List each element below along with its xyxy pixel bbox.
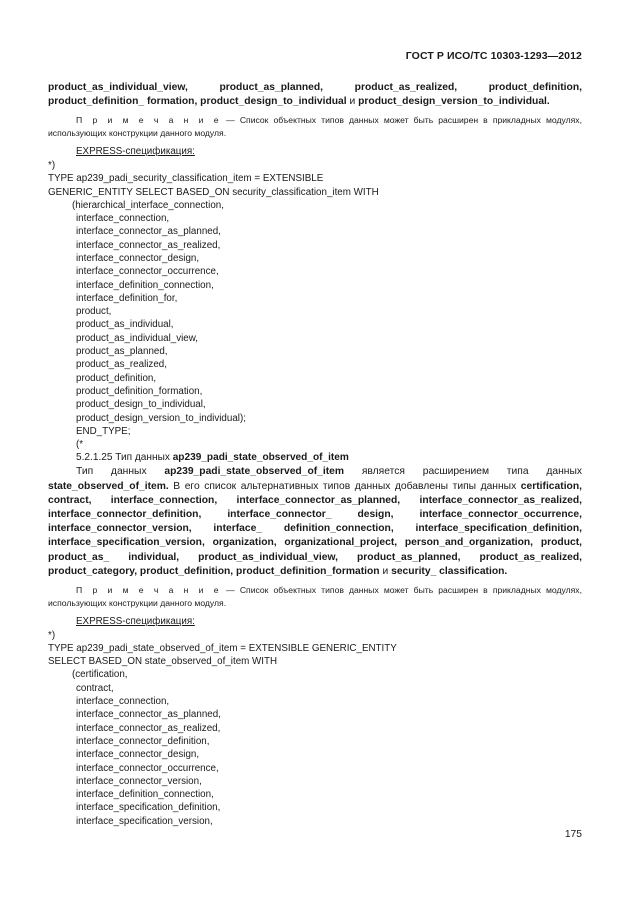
section-paragraph <box>48 465 582 579</box>
section-paragraph-run: является расширением типа данных <box>344 466 582 478</box>
code-line: TYPE ap239_padi_security_classification_item = EXTENSIBLE <box>48 173 324 185</box>
code-line: interface_specification_version, <box>76 815 213 827</box>
code-line: product_definition, <box>76 372 157 384</box>
code-line: interface_connector_occurrence, <box>76 266 219 278</box>
code-line: product_as_planned, <box>76 346 168 358</box>
note-2-label: П р и м е ч а н и е <box>76 585 222 596</box>
code-line: interface_specification_definition, <box>76 802 221 814</box>
note-2 <box>48 584 582 609</box>
code-line: interface_connector_version, <box>76 775 202 787</box>
code-line: TYPE ap239_padi_state_observed_of_item = EXTENSIBLE GENERIC_ENTITY <box>48 642 397 654</box>
code-line: END_TYPE; <box>76 425 131 437</box>
code-line: interface_definition_for, <box>76 292 178 304</box>
code-line: interface_connector_occurrence, <box>76 762 219 774</box>
intro-paragraph-run: и <box>346 96 359 108</box>
code-line: interface_definition_connection, <box>76 789 214 801</box>
section-paragraph-run: и <box>379 565 392 577</box>
intro-paragraph-run: product_design_version_to_individual. <box>358 96 550 108</box>
section-paragraph-run: certification, contract, interface_connection, interface_connector_as_planned, interface_connector_as_realized, interface_connector_definition, interface_connector_ design, interface_connector_occurrence, interface_connector_version, interface_ definition_connection, interface_specification_definition, interface_specification_version, organization, organizational_project, person_and_organization, product, product_as_ individual, product_as_individual_view, product_as_planned, product_as_realized, product_category, product_definition, product_definition_formation <box>48 480 582 577</box>
note-1 <box>48 114 582 139</box>
code-line: *) <box>48 159 56 171</box>
code-line: interface_definition_connection, <box>76 279 214 291</box>
page-content <box>48 81 582 828</box>
section-paragraph-run: security_ classification. <box>391 565 508 577</box>
code-line: contract, <box>76 682 114 694</box>
intro-paragraph <box>48 81 582 109</box>
code-line: *) <box>48 629 56 641</box>
code-line: GENERIC_ENTITY SELECT BASED_ON security_classification_item WITH <box>48 186 379 198</box>
code-line: interface_connector_as_realized, <box>76 722 221 734</box>
code-line: interface_connector_definition, <box>76 735 210 747</box>
code-line: product_design_to_individual, <box>76 399 206 411</box>
code-line: SELECT BASED_ON state_observed_of_item WITH <box>48 656 278 668</box>
code-line: (certification, <box>72 669 128 681</box>
code-line: interface_connection, <box>76 213 170 225</box>
code-line: product_as_individual_view, <box>76 332 198 344</box>
code-line: (* <box>76 439 84 451</box>
express-spec-label-2: EXPRESS-спецификация: <box>76 616 195 628</box>
section-paragraph-run: Тип данных <box>76 466 165 478</box>
code-line: interface_connection, <box>76 696 170 708</box>
code-line: interface_connector_design, <box>76 749 200 761</box>
code-line: interface_connector_design, <box>76 252 200 264</box>
express-code-1 <box>48 159 582 452</box>
section-paragraph-run: ap239_padi_state_observed_of_item <box>164 466 345 478</box>
code-line: product_design_version_to_individual); <box>76 412 246 424</box>
section-type-name: ap239_padi_state_observed_of_item <box>172 452 349 464</box>
note-2-text: — Список объектных типов данных может быть расширен в прикладных модулях, использующих конструкции данного модуля. <box>48 585 582 608</box>
code-line: interface_connector_as_planned, <box>76 709 221 721</box>
code-line: interface_connector_as_planned, <box>76 226 221 238</box>
section-paragraph-run: В его список альтернативных типов данных добавлены типы данных <box>168 480 521 492</box>
section-number: 5.2.1.25 Тип данных <box>76 452 173 464</box>
page-number: 175 <box>564 829 582 840</box>
express-code-2 <box>48 629 582 828</box>
code-line: (hierarchical_interface_connection, <box>72 199 224 211</box>
code-line: product, <box>76 306 112 318</box>
code-line: interface_connector_as_realized, <box>76 239 221 251</box>
section-heading <box>76 451 582 465</box>
code-line: product_definition_formation, <box>76 385 203 397</box>
intro-paragraph-run: product_as_individual_view, product_as_planned, product_as_realized, product_definition, product_definition_ formation, product_design_to_individual <box>48 82 582 108</box>
code-line: product_as_individual, <box>76 319 174 331</box>
note-1-text: — Список объектных типов данных может быть расширен в прикладных модулях, использующих конструкции данного модуля. <box>48 115 582 138</box>
express-spec-label-1: EXPRESS-спецификация: <box>76 146 195 158</box>
section-paragraph-run: state_observed_of_item. <box>48 480 169 492</box>
note-1-label: П р и м е ч а н и е <box>76 115 222 126</box>
document-header: ГОСТ Р ИСО/ТС 10303-1293—2012 <box>405 50 582 62</box>
code-line: product_as_realized, <box>76 359 167 371</box>
